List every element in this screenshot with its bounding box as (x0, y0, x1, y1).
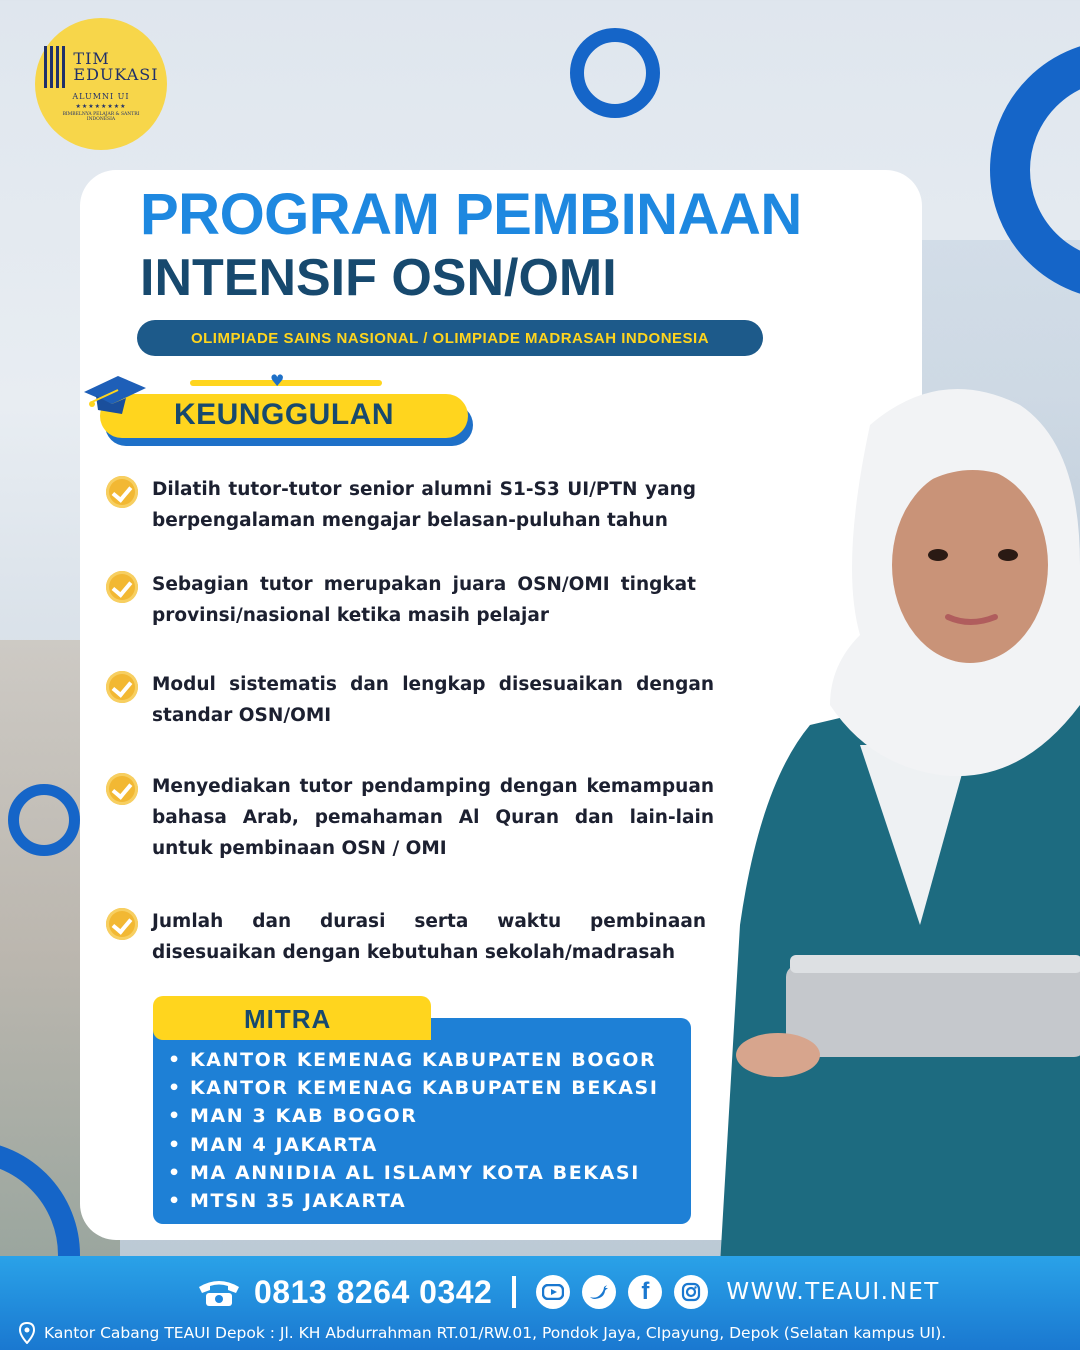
logo-line1: TIM (73, 48, 110, 68)
benefit-text: Menyediakan tutor pendamping dengan kemampuan bahasa Arab, pemahaman Al Quran dan lain-lain untuk pembinaan OSN / OMI (152, 776, 714, 859)
benefit-item (106, 669, 714, 731)
twitter-icon[interactable] (582, 1275, 616, 1309)
mitra-item: • MTSN 35 JAKARTA (168, 1187, 659, 1215)
subtitle-pill (137, 320, 763, 356)
logo-tagline: BIMBELNYA PELAJAR & SANTRI INDONESIA (62, 111, 140, 122)
decor-ring-top (570, 28, 660, 118)
student-photo (720, 365, 1080, 1265)
decor-line (190, 380, 382, 386)
brand-logo (35, 18, 167, 150)
page-title-line1: PROGRAM PEMBINAAN (140, 182, 802, 247)
building-logo-icon (43, 46, 69, 88)
benefit-text: Jumlah dan durasi serta waktu pembinaan disesuaikan dengan kebutuhan sekolah/madrasah (152, 911, 706, 963)
logo-line2: EDUKASI (73, 64, 159, 84)
benefit-item (106, 474, 696, 536)
check-badge-icon (106, 476, 138, 508)
benefit-text: Sebagian tutor merupakan juara OSN/OMI tingkat provinsi/nasional ketika masih pelajar (152, 574, 696, 626)
check-badge-icon (106, 671, 138, 703)
benefit-item (106, 906, 706, 968)
heart-icon: ♥ (270, 371, 285, 390)
logo-subtitle: ALUMNI UI (72, 91, 130, 101)
decor-ring-left (8, 784, 80, 856)
address-text: Kantor Cabang TEAUI Depok : Jl. KH Abdurrahman RT.01/RW.01, Pondok Jaya, CIpayung, Depok (Selatan kampus UI). (44, 1324, 947, 1342)
facebook-icon[interactable]: f (628, 1275, 662, 1309)
phone-icon (196, 1277, 242, 1307)
graduation-cap-icon (82, 372, 148, 418)
mitra-item: • MAN 4 JAKARTA (168, 1131, 659, 1159)
check-badge-icon (106, 908, 138, 940)
instagram-icon[interactable] (674, 1275, 708, 1309)
mitra-item: • KANTOR KEMENAG KABUPATEN BEKASI (168, 1074, 659, 1102)
location-pin-icon (18, 1322, 36, 1344)
check-badge-icon (106, 773, 138, 805)
phone-number[interactable]: 0813 8264 0342 (254, 1273, 493, 1310)
mitra-list (168, 1046, 659, 1215)
address-row (18, 1322, 946, 1344)
page-title-line2: INTENSIF OSN/OMI (140, 249, 617, 307)
benefit-item (106, 569, 696, 631)
mitra-heading: MITRA (244, 1004, 332, 1034)
contact-row (196, 1268, 940, 1316)
mitra-item: • KANTOR KEMENAG KABUPATEN BOGOR (168, 1046, 659, 1074)
mitra-item: • MA ANNIDIA AL ISLAMY KOTA BEKASI (168, 1159, 659, 1187)
footer-divider (512, 1276, 516, 1308)
website-link[interactable]: WWW.TEAUI.NET (726, 1279, 940, 1305)
benefit-item (106, 771, 714, 864)
check-badge-icon (106, 571, 138, 603)
youtube-icon[interactable] (536, 1275, 570, 1309)
mitra-item: • MAN 3 KAB BOGOR (168, 1102, 659, 1130)
benefit-text: Dilatih tutor-tutor senior alumni S1-S3 UI/PTN yang berpengalaman mengajar belasan-puluhan tahun (152, 479, 696, 531)
keunggulan-heading: KEUNGGULAN (174, 398, 394, 431)
benefit-text: Modul sistematis dan lengkap disesuaikan dengan standar OSN/OMI (152, 674, 714, 726)
logo-stars: ★★★★★★★★ (75, 102, 127, 110)
subtitle-text: OLIMPIADE SAINS NASIONAL / OLIMPIADE MADRASAH INDONESIA (190, 329, 710, 347)
